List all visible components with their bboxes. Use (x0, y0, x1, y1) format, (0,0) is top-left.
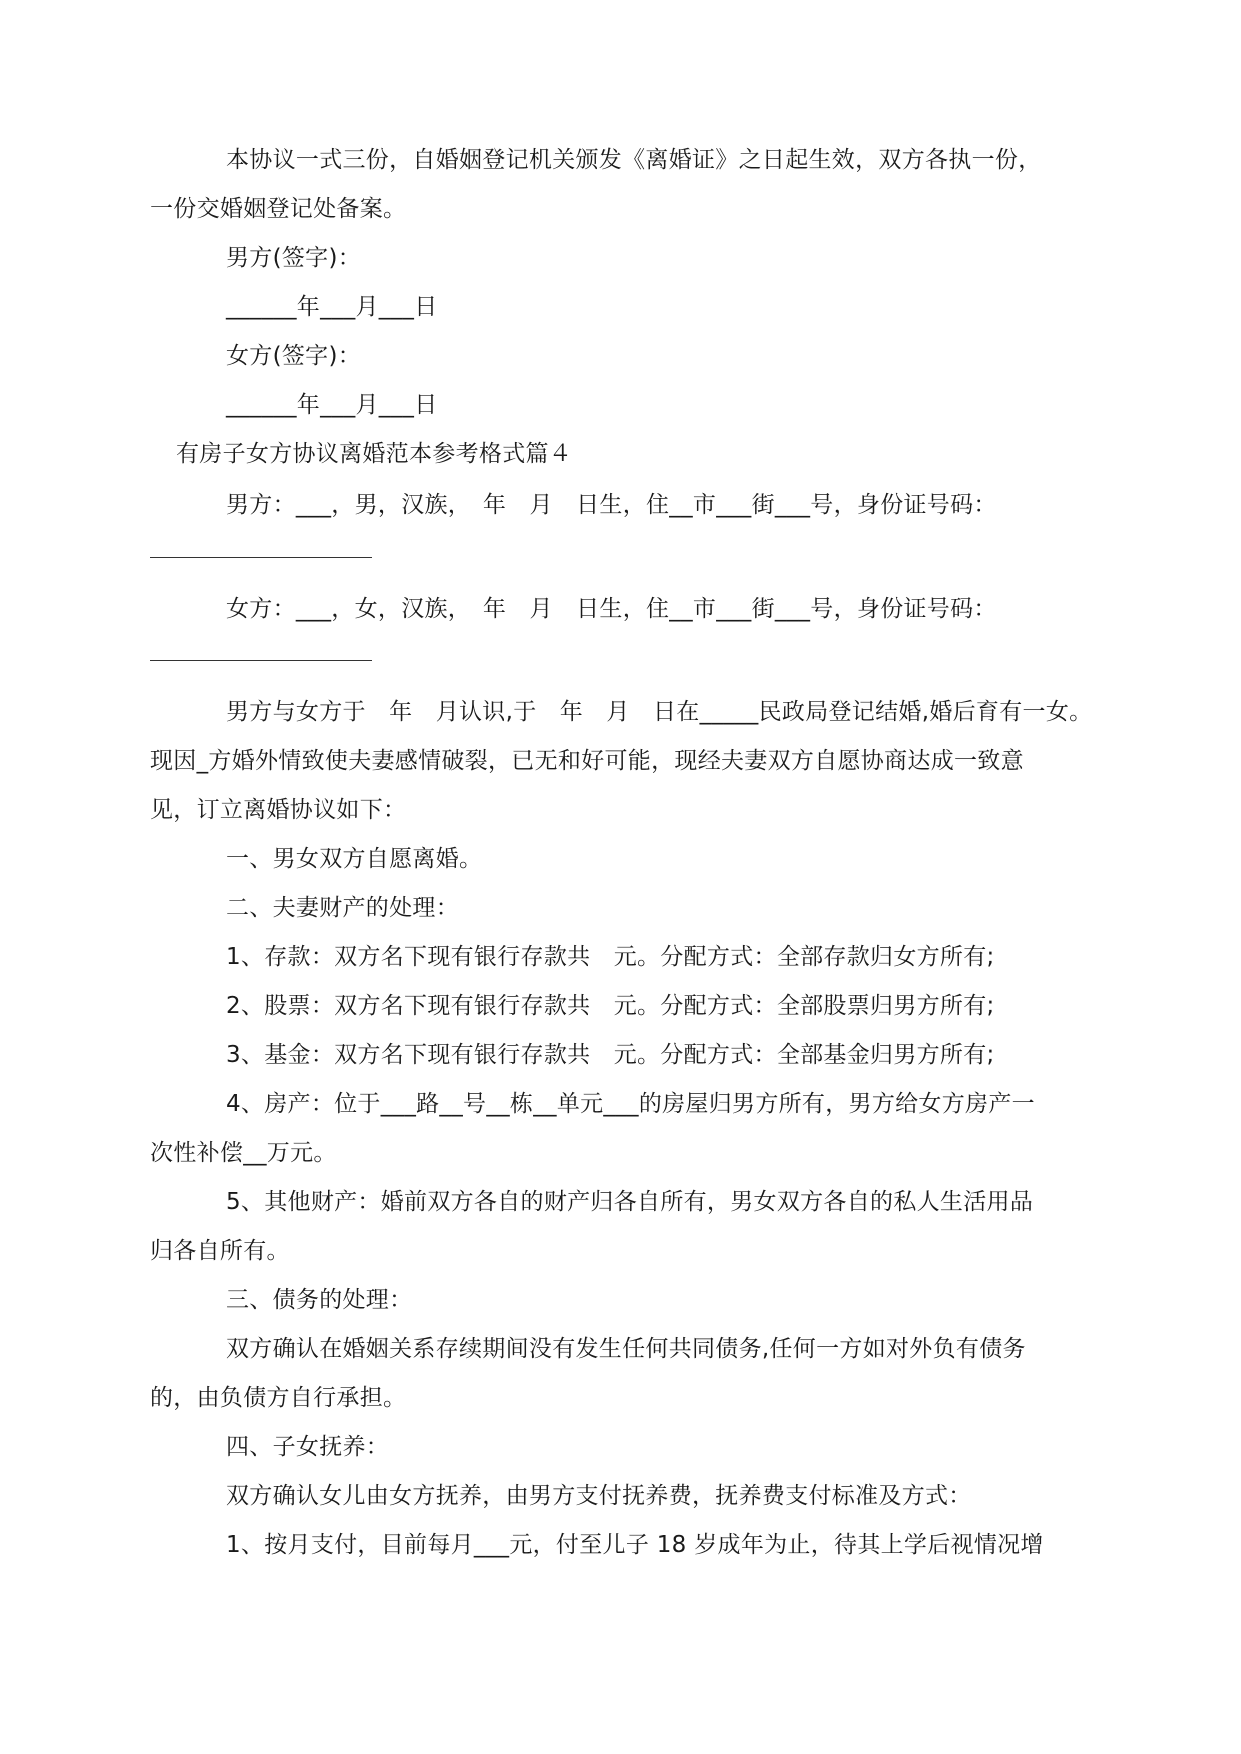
text-line: 见，订立离婚协议如下： (150, 797, 407, 823)
text-line: 男方与女方于 年 月认识,于 年 月 日在_____民政局登记结婚,婚后育有一女。 (226, 699, 1093, 725)
text-line: 三、债务的处理： (226, 1287, 413, 1313)
signature-label-male: 男方(签字)： (226, 245, 362, 271)
text-line: 3、基金：双方名下现有银行存款共 元。分配方式：全部基金归男方所有; (226, 1042, 995, 1068)
text-line: 一、男女双方自愿离婚。 (226, 846, 483, 872)
text-line: 男方：___，男，汉族， 年 月 日生，住__市___街___号，身份证号码： (226, 492, 997, 518)
blank-underline (150, 660, 372, 661)
text-line: 一份交婚姻登记处备案。 (150, 196, 407, 222)
section-title: 有房子女方协议离婚范本参考格式篇４ (176, 441, 573, 467)
signature-label-female: 女方(签字)： (226, 343, 362, 369)
text-line: 双方确认女儿由女方抚养，由男方支付抚养费，抚养费支付标准及方式： (226, 1483, 972, 1509)
text-line: 4、房产：位于___路__号__栋__单元___的房屋归男方所有，男方给女方房产一 (226, 1091, 1035, 1117)
date-line: ______年___月___日 (226, 392, 438, 418)
text-line: 双方确认在婚姻关系存续期间没有发生任何共同债务,任何一方如对外负有债务 (226, 1336, 1026, 1362)
text-line: 5、其他财产：婚前双方各自的财产归各自所有，男女双方各自的私人生活用品 (226, 1189, 1034, 1215)
text-line: 1、存款：双方名下现有银行存款共 元。分配方式：全部存款归女方所有; (226, 944, 995, 970)
text-line: 四、子女抚养： (226, 1434, 390, 1460)
text-line: 本协议一式三份，自婚姻登记机关颁发《离婚证》之日起生效，双方各执一份， (226, 147, 1042, 173)
text-line: 女方：___，女，汉族， 年 月 日生，住__市___街___号，身份证号码： (226, 596, 997, 622)
text-line: 二、夫妻财产的处理： (226, 895, 459, 921)
date-line: ______年___月___日 (226, 294, 438, 320)
text-line: 归各自所有。 (150, 1238, 290, 1264)
text-line: 2、股票：双方名下现有银行存款共 元。分配方式：全部股票归男方所有; (226, 993, 995, 1019)
text-line: 的，由负债方自行承担。 (150, 1385, 407, 1411)
text-line: 现因_方婚外情致使夫妻感情破裂，已无和好可能，现经夫妻双方自愿协商达成一致意 (150, 748, 1024, 774)
text-line: 次性补偿__万元。 (150, 1140, 337, 1166)
text-line: 1、按月支付，目前每月___元，付至儿子 18 岁成年为止，待其上学后视情况增 (226, 1532, 1044, 1558)
blank-underline (150, 557, 372, 558)
